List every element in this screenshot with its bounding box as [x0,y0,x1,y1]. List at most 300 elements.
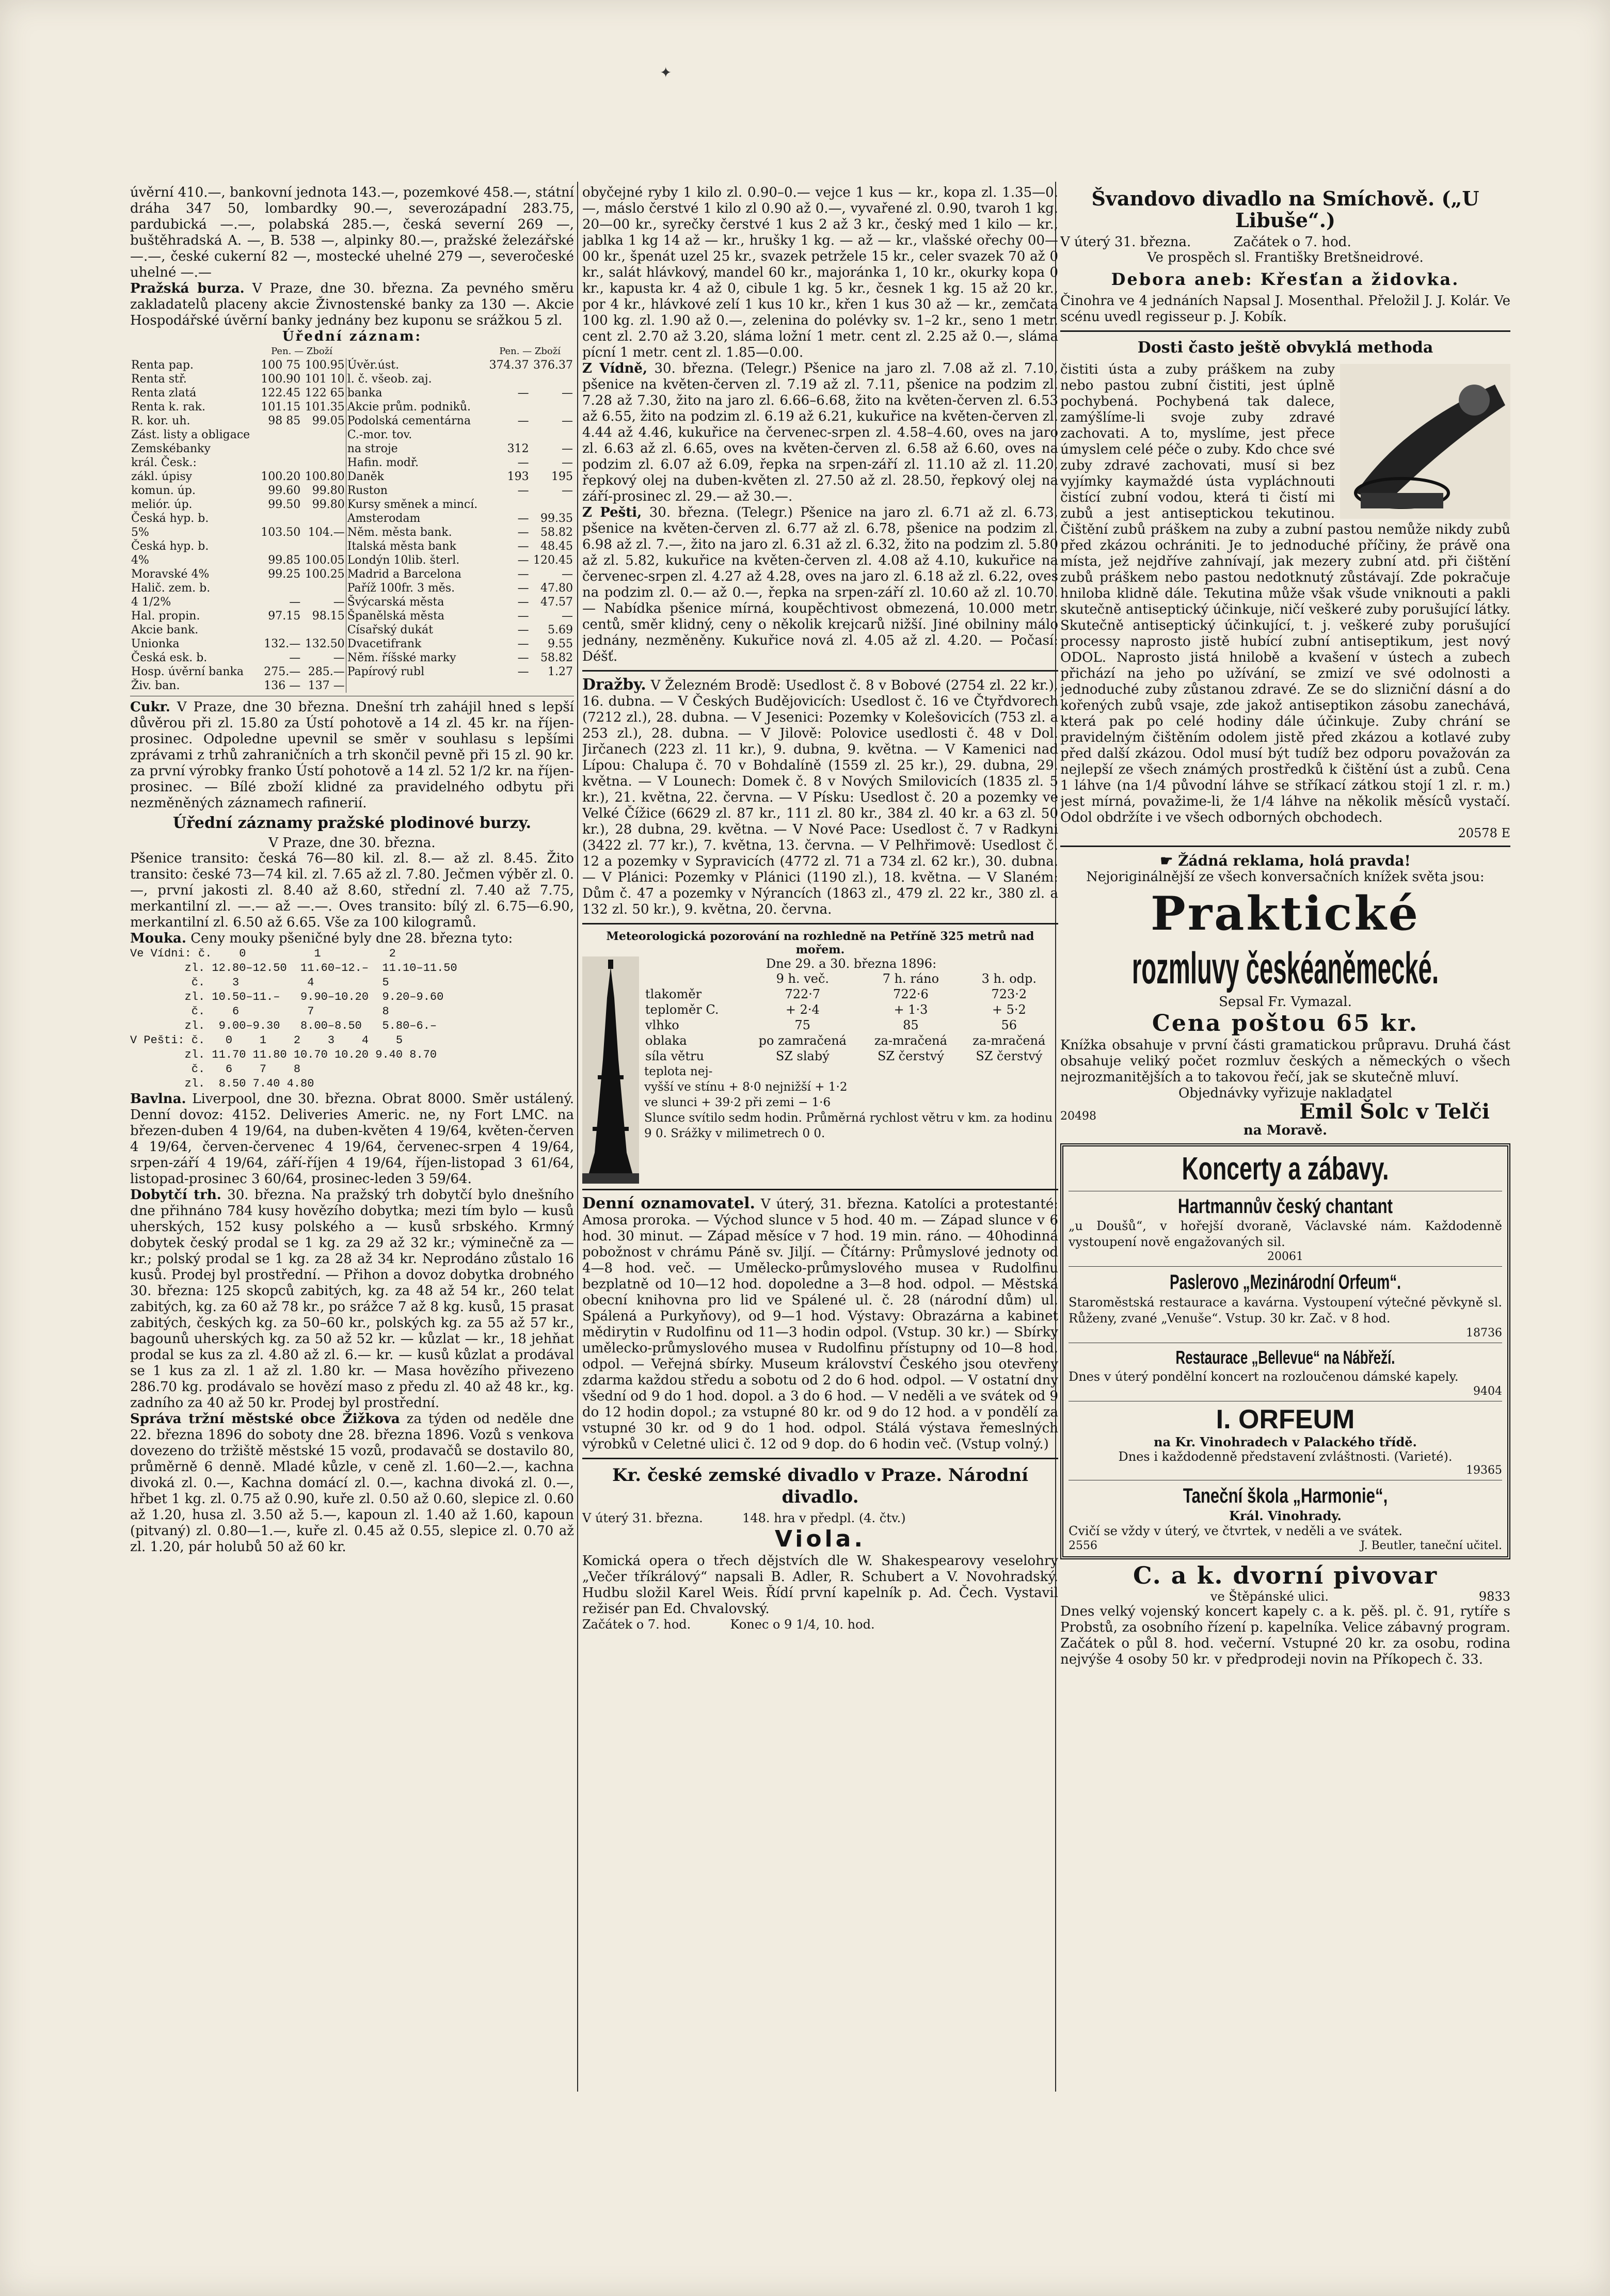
rates-cell: 100 75 [261,359,301,372]
phrasebook-author: Sepsal Fr. Vymazal. [1219,994,1352,1010]
rates-cell: 1.27 [548,665,573,678]
prague-exchange-text: V Praze, dne 30. března. Za pevného směru zakladatelů placeny akcie Živnostenské banky za 130 —. Akcie Hospodářské úvěrní banky jednány bez kuponu se srážkou 5 zl. [130,281,574,328]
rates-cell [258,512,301,525]
rates-cell: 4 1/2% [131,596,171,609]
column-rule-1 [577,182,578,2092]
rates-row [130,386,574,400]
flour-price-table [130,947,574,1091]
meteo-row [644,1033,1058,1048]
rates-row [130,498,574,512]
rates-cell: Moravské 4% [131,568,210,581]
phrasebook-intro: Nejoriginálnější ze všech konversačních knížek světa jsou: [1086,869,1485,885]
rates-cell: l. č. všeob. zaj. [346,372,486,386]
pointing-hand-icon: ☛ [1160,852,1173,869]
divider [1069,1266,1502,1267]
rates-cell: Něm. říšské marky [346,651,486,665]
rates-row [130,428,574,442]
rates-cell: — [517,387,529,400]
meteo-cell: SZ čerstvý [976,1049,1043,1063]
pest-text: 30. března. (Telegr.) Pšenice na jaro zl. 6.71 až zl. 6.73, pšenice na květen-červen zl. 6.77 až zl. 6.78, pšenice na podzim zl. 6.98 až zl. 7.—, žito na jaro zl. 6.31 až zl. 6.32, žito na podzim zl. 5.80 až zl. 5.82, kukuřice na květen-červen zl. 4.08 až 4.10, kukuřice na červenec-srpen zl. 4.27 až 4.28, oves na jaro zl. 6.18 až zl. 6.22, oves na podzim zl. 0.— až 0.—, řepka na srpen-září zl. 10.60 až zl. 10.70. — Nabídka pšenice mírná, koupěchtivost obmezená, 10.000 metr. centů, směr klidný, ceny o několik krejcarů nižší. Jiné obilniny málo jednány, nezměněny. Kukuřice nová zl. 4.05 až zl. 4.20. — Počasí: Déšť. [582,505,1058,664]
rates-cell: zákl. úpisy [131,470,193,483]
rates-cell [530,428,574,442]
rates-cell: Madrid a Barcelona [346,567,486,581]
rates-cell: — [562,484,573,497]
rates-cell: komun. úp. [131,484,196,497]
rates-cell [258,428,301,442]
daily-notices-text: V úterý, 31. března. Katolíci a protestanté: Amosa proroka. — Východ slunce v 5 hod. 40 m. — Západ slunce v 6 hod. 30 minut. — Západ měsíce v 7 hod. 19 min. ráno. — 40hodinná pobožnost v chrámu Páně sv. Jiljí. — Čítárny: Průmyslové jednoty od 4—8 hod. več. — Umělecko-průmyslového musea v Rudolfinu bezplatně od 10—12 hod. dopoledne a 3—8 hod. odpol. — Městská obecní knihovna pro lid ve Spálené ul. č. 28 (národní dům) ul. Spálená a Purkyňovy), od 9—1 hod. Výstavy: Obrazárna a kabinet mědirytin v Rudolfinu od 11—3 hodin odpol. (Vstup. 30 kr.) — Sbírky umělecko-průmyslového musea v Rudolfinu přístupny od 10—8 hod. odpol. — Veřejná sbírky. Museum království Českého jsou otevřeny zdarma každou středu a sobotu od 2 do 6 hod. odpol. — V ostatní dny všední od 9 do 1 hod. dopol. a 3 do 6 hod. — V neděli a ve svátek od 9 do 12 hodin dopol.; za vstupné 80 kr. od 9 do 12 hod. a v pondělí za vstupné 30 kr. od 9 do 1 hod. odpol. Stálá výstava řemeslných výrobků v Celetné ulici č. 12 od 9 dop. do 6 hodin več. (Vstup volný.) [582,1197,1058,1452]
rates-cell: Londýn 10lib. šterl. [346,553,486,567]
rates-cell [301,623,346,637]
odol-ad [1060,362,1510,840]
rates-cell: — [517,526,529,539]
petrin-tower-image [582,956,639,1184]
meteo-cell: po zamračená [758,1033,847,1048]
meteo-col-head: 7 h. ráno [882,971,939,986]
vienna-heading: Z Vídně, [582,361,647,376]
rates-cell: Renta zlatá [131,387,197,400]
rates-cell: C.-mor. tov. [346,428,486,442]
rates-cell: 97.15 [268,610,301,623]
rates-cell: 99.85 [268,554,301,567]
bellevue-heading: Restaurace „Bellevue“ na Nábřeží. [1175,1347,1395,1368]
rates-cell [486,679,530,693]
orders-text: Objednávky vyřizuje nakladatel [1178,1086,1393,1101]
meteo-cell: + 2·4 [785,1002,820,1017]
produce-exchange-text: Pšenice transito: česká 76—80 kil. zl. 8.— až zl. 8.45. Žito transito: české 73—74 kil. zl. 7.65 až zl. 7.80. Ječmen výběr zl. 0.—, první jakosti zl. 8.40 až 8.60, střední zl. 7.40 až 7.75, merkantilní zl. —.— až —.—. Oves transito: bílý zl. 6.75—6.90, merkantilní zl. 6.50 až 6.65. Vše za 100 kilogramů. [130,851,574,930]
rates-cell: 100.90 [261,373,301,386]
odol-bottle-illustration [1340,364,1510,519]
column-right [1060,185,1510,2105]
auctions-heading: Dražby. [582,676,646,694]
phrasebook-title-2: rozmluvy českéaněmecké. [1131,944,1439,993]
rates-cell: Hafin. modř. [346,456,486,470]
rates-cell [301,442,346,456]
flour-row: č. 3 4 5 [130,976,389,989]
cotton-heading: Bavlna. [130,1091,186,1107]
rates-row [130,553,574,567]
rates-cell: 132.— [264,637,301,650]
rates-cell: 374.37 [489,359,529,372]
rates-cell: 195 [551,470,573,483]
rates-row [130,470,574,484]
rates-cell: Živ. ban. [131,679,180,692]
rates-cell: — [517,540,529,553]
odol-ref: 20578 E [1458,826,1510,840]
rates-cell: Podolská cementárna [346,414,486,428]
rates-cell: 137 — [308,679,345,692]
publisher-row [1060,1101,1510,1123]
rates-cell: 99.60 [268,484,301,497]
meteo-extra-line: ve slunci + 39·2 při zemi − 1·6 [644,1096,831,1109]
rates-cell: Halič. zem. b. [131,582,211,595]
rates-cell: 47.80 [540,582,573,595]
rates-cell: Kursy směnek a mincí. [346,498,486,512]
rates-cell: — [517,456,529,469]
rates-row [130,651,574,665]
rates-row [130,484,574,498]
bellevue-text: Dnes v úterý pondělní koncert na rozloučenou dámské kapely. [1069,1369,1459,1384]
rates-cell: — [517,554,529,567]
meteo-extra-line: Slunce svítilo sedm hodin. Průměrná rychlost větru v km. za hodinu 9 0. Srážky v milimetrech 0 0. [644,1111,1053,1140]
rates-cell: 99.25 [268,568,301,581]
rates-cell: 5.69 [548,624,573,636]
rates-cell: Paříž 100fr. 3 měs. [346,581,486,595]
rates-cell: — [517,414,529,427]
pasler-heading: Paslerovo „Mezinárodní Orfeum“. [1169,1271,1401,1294]
rates-cell [530,372,574,386]
rates-row [130,665,574,679]
dance-school-signature: J. Beutler, taneční učitel. [1360,1539,1502,1552]
rates-cell: 47.57 [540,596,573,609]
meteo-cell: 723·2 [991,987,1027,1001]
rates-cell: Česká hyp. b. [131,540,209,553]
flour-row: zl. 12.80–12.50 11.60–12.– 11.10–11.50 [130,962,457,975]
rates-cell [258,442,301,456]
rates-cell: Daněk [346,470,486,484]
rates-row [130,358,574,372]
rates-row [130,442,574,456]
rates-cell: 101 10 [305,373,345,386]
rates-cell: Švýcarská města [346,595,486,609]
rates-row [130,539,574,553]
rates-cell: 98.15 [312,610,345,623]
rates-cell: Něm. města bank. [346,525,486,539]
rates-cell: Úvěr.úst. [346,358,486,372]
brewery-street: ve Štěpánské ulici. [1210,1589,1329,1604]
pasler-text: Staroměstská restaurace a kavárna. Vystoupení výtečné pěvkyně sl. Růženy, zvané „Venuše“. Vstup. 30 kr. Zač. v 8 hod. [1069,1295,1502,1326]
rates-cell: — [562,387,573,400]
dance-school-footer [1069,1539,1502,1552]
divider [1060,330,1510,332]
rates-cell: — [517,512,529,525]
rates-cell [301,512,346,525]
rates-table [130,344,574,693]
rates-cell: — [517,665,529,678]
pest-heading: Z Pešti, [582,505,642,520]
rates-cell: Zást. listy a obligace [131,428,250,441]
meteo-cell: + 5·2 [992,1002,1026,1017]
divider [582,670,1058,672]
orfeum-address: na Kr. Vinohradech v Palackého třídě. [1154,1434,1417,1449]
viola-text: Komická opera o třech dějstvích dle W. Shakespearovy veselohry „Večer tříkrálový“ napsali B. Adler, R. Schubert a V. Novohradský. Hudbu složil Karel Weis. Řídí první kapelník p. Ad. Čech. Vystavil režisér pan Ed. Chvalovský. [582,1553,1058,1617]
rates-cell: 48.45 [540,540,573,553]
meteo-extra [644,1064,1058,1141]
meteo-section [582,956,1058,1184]
rates-cell: 136 — [264,679,301,692]
rates-cell: Renta stř. [131,373,187,386]
rates-cell: R. kor. uh. [131,414,190,427]
rates-cell [301,456,346,470]
rates-cell: — [517,637,529,650]
divider [582,1458,1058,1459]
column-left [130,185,574,2105]
meteo-cell: za-mračená [874,1033,947,1048]
rates-cell [301,428,346,442]
rates-cell: banka [346,386,486,400]
food-prices-text: obyčejné ryby 1 kilo zl. 0.90–0.— vejce 1 kus — kr., kopa zl. 1.35—0.—, máslo čerstvé 1 kilo zl 0.90 až 0.—, vyvařené zl. 0.90, tvaroh 1 kg. 20—00 kr., syrečky čerstvé 1 kus 2 až 3 kr., český med 1 kilo — kr., jablka 1 kg 14 až — kr., hrušky 1 kg. — až — kr., vlašské ořechy 00—00 kr., špenát uzel 25 kr., svazek petržele 15 kr., celer svazek 70 až 0 kr., salát hlávkový, mandel 60 kr., majoránka 1, 10 kr., okurky kopa 0 kr., kapusta kr. 4 až 0, cibule 1 kg. 5 kr., česnek 1 kg. 15 až 20 kr., por 4 kr., hlávkové zelí 1 kus 10 kr., křen 1 kus 30 až — kr., zemčata 100 kg. zl. 1.90 až 0.—, zelenina do polévky sv. 1–2 kr., seno 1 metr. cent zl. 2.70 až 3.20, sláma ložní 1 metr. cent zl. 2.25 až 0.—, sláma pícní 1 metr. cent zl. 1.85—0.00. [582,185,1058,360]
rates-cell: Dvacetifrank [346,637,486,651]
meteo-row [644,1017,1058,1033]
flour-row: zl. 10.50–11.– 9.90–10.20 9.20–9.60 [130,991,444,1003]
rates-cell: 376.37 [533,359,573,372]
rates-cell: Akcie prům. podniků. [346,400,486,414]
meteo-cell: vlhko [645,1018,679,1032]
rates-cell [486,400,530,414]
meteo-cell: 85 [903,1018,919,1032]
rates-cell: Papírový rubl [346,665,486,679]
rates-cell: 101.35 [305,401,345,413]
orfeum-text: Dnes i každodenně představení zvláštnosti. (Varieté). [1118,1449,1453,1464]
phrasebook-price: Cena poštou 65 kr. [1152,1010,1419,1037]
flour-row: zl. 11.70 11.80 10.70 10.20 9.40 8.70 [130,1048,437,1061]
rates-cell [258,581,301,595]
rates-cell: 5% [131,526,149,539]
concerts-box [1060,1143,1510,1559]
rates-cell [301,539,346,553]
rates-cell: 122 65 [305,387,345,400]
meteo-row [644,1002,1058,1017]
bellevue-ref: 9404 [1473,1385,1502,1398]
rates-cell [486,498,530,512]
meteo-cell: tlakoměr [645,987,702,1001]
produce-exchange-date: V Praze, dne 30. března. [268,835,436,851]
rates-row [130,637,574,651]
cattle-market-heading: Dobytčí trh. [130,1187,221,1203]
rates-cell: 9.55 [548,637,573,650]
rates-cell: 101.15 [261,401,301,413]
rates-cell: 312 [507,442,529,455]
meteo-extra-line: vyšší ve stínu + 8·0 nejnižší + 1·2 [644,1080,848,1094]
meteo-col-head: 9 h. več. [776,971,830,986]
rates-cell: 104.— [308,526,345,539]
brewery-heading: C. a k. dvorní pivovar [1133,1561,1438,1589]
rates-cell: 100.25 [305,568,345,581]
rates-cell: — [517,582,529,595]
hartmann-heading: Hartmannův český chantant [1177,1195,1393,1218]
publisher-ref: 20498 [1060,1110,1096,1123]
rates-row [130,372,574,386]
rates-cell: Zemskébanky [131,442,211,455]
rates-cell [258,456,301,470]
rates-cell: 100.80 [305,470,345,483]
rates-cell [258,539,301,553]
meteo-cell: síla větru [645,1049,704,1063]
viola-times: Začátek o 7. hod. Konec o 9 1/4, 10. hod. [582,1617,875,1632]
brewery-text: Dnes velký vojenský koncert kapely c. a k. pěš. pl. č. 91, rytíře s Probstů, za osobního řízení p. kapelníka. Velice zábavný program. Začátek o půl 8. hod. večerní. Vstupné 20 kr. za osobu, rodina nejvýše 4 osoby 50 kr. v předprodeji novin na Příkopech č. 33. [1060,1604,1510,1667]
rates-cell: Císařský dukát [346,623,486,637]
rates-cell: 99.05 [312,414,345,427]
rates-cell: 58.82 [540,526,573,539]
hartmann-text: „u Doušů“, v hořejší dvoraně, Václavské nám. Každodenně vystoupení nově engažovaných sil. [1069,1219,1502,1249]
zizkov-market-heading: Správa tržní městské obce Žižkova [130,1411,400,1427]
rates-cell: 4% [131,554,149,567]
page-ornament: ✦ [660,64,672,81]
flour-text: Ceny mouky pšeničné byly dne 28. března tyto: [190,931,513,946]
auctions-text: V Železném Brodě: Usedlost č. 8 v Bobové (2754 zl. 22 kr.), 16. dubna. — V Českých Budějovicích: Usedlost č. 16 ve Čtyřdvorech (7212 zl.), 28. dubna. — V Jesenici: Pozemky v Kolešovicích (753 zl. a 253 zl.), 28. dubna. — V Jilově: Polovice usedlosti č. 48 v Dol. Jirčanech (223 zl. 11 kr.), 9. dubna, 9. května. — V Kamenici nad Lípou: Chalupa č. 70 v Bohdalíně (1559 zl. 25 kr.), 29. dubna, 29. května. — V Lounech: Domek č. 8 v Nových Smilovicích (1835 zl. 5 kr.), 21. května, 22. června. — V Písku: Usedlost č. 20 a pozemky ve Velké Čížice (6629 zl. 87 kr., 111 zl. 80 kr., 384 zl. 40 kr. a 63 zl. 50 kr.), 28 dubna, 29. května. — V Nové Pace: Usedlost č. 7 v Radkyni (3422 zl. 77 kr.), 7. května, 13. června. — V Pelhřimově: Usedlost č. 12 a pozemky v Sypravicích (4772 zl. 71 a 734 zl. 62 kr.), 30. dubna. — V Plánici: Pozemky v Plánici (1190 zl.), 18. května. — V Slaném: Dům č. 47 a pozemky v Nýrancích (1863 zl., 479 zl. 22 kr., 380 zl. a 132 zl. 50 kr.), 9. května, 20. června. [582,678,1058,917]
meteo-row [644,1048,1058,1064]
rates-cell: Španělská města [346,609,486,623]
flour-row: V Pešti: č. 0 1 2 3 4 5 [130,1034,403,1047]
rates-row [130,400,574,414]
rates-cell: — [517,610,529,623]
meteo-cell: 722·7 [785,987,821,1001]
rates-row [130,581,574,595]
sugar-heading: Cukr. [130,699,170,715]
rates-cell [530,498,574,512]
orfeum-heading: I. ORFEUM [1216,1405,1355,1434]
rates-cell: 132.50 [305,637,345,650]
meteo-row [644,986,1058,1002]
odol-text: čistiti ústa a zuby práškem na zuby nebo pastou zubní čistiti, jest úplně pochybená. Pochybená tak dalece, zamýšlíme-li svoje zuby zdravé zachovati. A to, myslíme, jest přece úmyslem celé péče o zuby. Kdo chce své zuby zdravé zachovati, musí si bez vyjímky kaymaždé ústa vypláchnouti čistící zubní vodou, která ti čistí mi zubů a jest antiseptickou tekutinou. Čištění zubů práškem na zuby a zubní pastou nemůže nikdy zubů před zkázou ochrániti. Je to jednoduché příčiny, že právě ona místa, jež nejdříve zahnívají, jak mezery zubní atd. při čištění zubů práškem nebo pastou nedotknutý zůstávají. Zde pokračuje hniloba klidně dále. Tekutina může však všude vniknouti a pakli skutečně antiseptický účinkuje, ničí veškeré zuby porušující látky. Skutečně antiseptický účinkující, t. j. veškeré zuby porušující processy naprosto jistě hubící zubní antiseptikum, jest nový ODOL. Naprosto jistá hnilobě a kvašení v ústech a zubech přichází na jeho po užívání, se zmizí ve své odolnosti a jednoduché zuby zůstanou zdravé. Ze se do slizniční dásní a do kořených zubů vsaje, zde jakož antiseptikon zásobu zanechává, která pak po celé hodiny dále účinkuje. Zuby chrání se pravidelným čištěním odolem jistě před zkázou a kotlavé zuby před další zkázou. Odol musí být tudíž bez odporu považován za nejlepší ze všech známých prostředků k čištění úst a zubů. Cena 1 láhve (na 1/4 původní láhve se stříkací zátkou stojí 1 zl. r. m.) jest mírná, považime-li, že 1/4 láhve na několik měsíců vystačí. Odol obdržíte i ve všech odborných obchodech. [1060,362,1510,825]
rates-cell: — [562,442,573,455]
rates-cell [530,679,574,693]
svanda-theatre-heading: Švandovo divadlo na Smíchově. („U Libuše“.) [1091,187,1479,232]
rates-cell [346,679,486,693]
rates-cell: — [562,568,573,581]
cotton-text: Liverpool, dne 30. března. Obrat 8000. Směr ustálený. Denní dovoz: 4152. Deliveries Americ. ne, ny Fort LMC. na březen-duben 4 19/64, na duben-květen 4 19/64, květen-červen 4 19/64, červen-červenec 4 19/64, červenec-srpen 4 19/64, srpen-září 4 19/64, září-říjen 4 19/64, říjen-listopad 3 61/64, listopad-prosinec 3 60/64, prosinec-leden 3 59/64. [130,1091,574,1187]
rates-cell [301,581,346,595]
rates-cell: 122.45 [261,387,301,400]
debora-text: Činohra ve 4 jednáních Napsal J. Mosenthal. Přeložil J. J. Kolár. Ve scénu uvedl regisseur p. J. Kobík. [1060,293,1510,325]
market-prices-text: úvěrní 410.—, bankovní jednota 143.—, pozemkové 458.—, státní dráha 347 50, lombardky 90.—, severozápadní 283.75, pardubická —.—, polabská 285.—, česká severní 269 —, buštěhradská A. —, B. 538 —, alpinky 80.—, pražské železářské —.—, české cukerní 82 —, mostecké uhelné 279 —, severočeské uhelné —.— [130,185,574,280]
flour-heading: Mouka. [130,931,186,946]
svanda-benefit: Ve prospěch sl. Františky Bretšneidrové. [1147,250,1424,265]
rates-row [130,456,574,470]
rates-cell: 100.95 [305,359,345,372]
rates-cell [486,428,530,442]
flour-row: zl. 8.50 7.40 4.80 [130,1077,314,1090]
meteo-cell: teploměr C. [645,1002,719,1017]
national-theatre-date: V úterý 31. března. 148. hra v předpl. (4. čtv.) [582,1511,906,1525]
phrasebook-text: Knížka obsahuje v první části gramatickou průpravu. Druhá část obsahuje veliký počet rozmluv českých a německých o všech nejrozmanitějších a to takovou řečí, jak se skutečně mluví. [1060,1038,1510,1085]
rates-cell: Česká esk. b. [131,651,208,664]
dance-school-text: Cvičí se vždy v úterý, ve čtvrtek, v neděli a ve svátek. [1069,1524,1402,1538]
dance-school-heading: Taneční škola „Harmonie“, [1183,1485,1388,1507]
rates-cell: 98 85 [268,414,301,427]
rates-row [130,525,574,539]
concerts-heading: Koncerty a zábavy. [1182,1151,1389,1187]
rates-cell: — [517,568,529,581]
rates-cell: 120.45 [533,554,573,567]
rates-row [130,609,574,623]
rates-cell: 193 [507,470,529,483]
rates-cell [530,400,574,414]
rates-cell: 100.05 [305,554,345,567]
rates-cell: — [333,596,345,609]
rates-cell: 275.— [264,665,301,678]
rates-cell: král. Česk.: [131,456,197,469]
daily-notices-heading: Denní oznamovatel. [582,1194,755,1213]
rates-cell: Česká hyp. b. [131,512,209,525]
orfeum-ref: 19365 [1466,1464,1502,1477]
rates-cell: Hal. propin. [131,610,200,623]
dance-school-ref: 2556 [1069,1539,1097,1552]
rates-cell: 99.35 [540,512,573,525]
vienna-text: 30. března. (Telegr.) Pšenice na jaro zl. 7.08 až zl. 7.10, pšenice na květen-červen zl. 7.19 až zl. 7.11, pšenice na podzim zl. 7.28 až 7.30, žito na jaro zl. 6.66–6.68, žito na květen-červen zl. 6.53 až 6.55, žito na podzim zl. 6.19 až 6.21, kukuřice na květen-červen zl. 4.44 až 4.46, kukuřice na červenec-srpen zl. 4.58–4.60, oves na jaro zl. 6.63 až zl. 6.65, oves na květen-červen zl. 6.58 až 6.60, oves na podzim zl. 6.07 až 6.09, řepka na srpen-září zl. 11.10 až zl. 11.20, řepkový olej na duben-květen zl. 27.50 až zl. 28.50, řepkový olej na září-prosinec zl. 29.— až 30.—. [582,361,1058,504]
rates-cell: 99.80 [312,484,345,497]
rates-cell: — [517,624,529,636]
rates-cell: — [517,484,529,497]
rates-cell: 285.— [308,665,345,678]
rates-cell: Hosp. úvěrní banka [131,665,244,678]
rates-cell: — [562,414,573,427]
rates-row [130,679,574,693]
flour-row: zl. 9.00–9.30 8.00–8.50 5.80–6.– [130,1019,437,1032]
zizkov-market-text: za týden od neděle dne 22. března 1896 do soboty dne 28. března 1896. Vozů s venkova dovezeno do tržiště městské 15 vozů, prodavačů se dostavilo 80, průměrně 6 denně. Mladé kůzle, v ceně zl. 1.60—2.—, kachna divoká zl. 0.—, Kachna domácí zl. 0.—, kachna divoká zl. 0.—, hřbet 1 kg. zl. 0.75 až 0.90, kuře zl. 0.50 až 0.60, slepice zl. 0.60 až 1.20, husa zl. 3.50 až 5.—, kapoun zl. 1.40 až 1.60, kapoun (pitvaný) zl. 0.80—1.—, kuře zl. 0.45 až 0.55, slepice zl. 0.70 až zl. 1.20, pár holubů 50 až 60 kr. [130,1411,574,1555]
pasler-ref: 18736 [1466,1327,1502,1340]
meteo-date: Dne 29. a 30. března 1896: [766,956,937,971]
sugar-text: V Praze, dne 30 března. Dnešní trh zahájil hned s lepší důvěrou při zl. 15.80 za Ústí pohotově a 14 zl. 45 kr. na říjen-prosinec. Odpoledne upevnil se směr v souhlasu s lepšími zprávami z trhů zahraničních a trh skončil pevně při 15 zl. 90 kr. za první výrobky franko Ústí pohotově a 14 zl. 52 1/2 kr. na říjen-prosinec. — Bílé zboží klidné za pravidelného odbytu při nezměněných záznamech rafinerií. [130,699,574,811]
publisher-location: na Moravě. [1243,1123,1328,1138]
rates-cell: — [562,456,573,469]
meteo-cell: za-mračená [973,1033,1046,1048]
meteo-cell: 75 [794,1018,811,1032]
rates-cell: meliór. úp. [131,498,193,511]
meteo-col-head: 3 h. odp. [981,971,1037,986]
divider [582,1189,1058,1190]
rates-cell: 99.50 [268,498,301,511]
rates-cell [258,623,301,637]
rates-cell: — [562,610,573,623]
rates-cell: — [333,651,345,664]
svanda-theatre-date: V úterý 31. března. Začátek o 7. hod. [1060,234,1351,250]
brewery-ref: 9833 [1478,1589,1510,1604]
meteo-cell: SZ čerstvý [877,1049,944,1063]
rates-cell: 99.80 [312,498,345,511]
rates-cell: 58.82 [540,651,573,664]
odol-heading: Dosti často ještě obvyklá methoda [1137,339,1433,357]
produce-exchange-heading: Úřední záznamy pražské plodinové burzy. [172,814,532,832]
rates-cell [486,372,530,386]
meteo-cell: SZ slabý [775,1049,830,1063]
meteo-heading: Meteorologická pozorování na rozhledně na Petříně 325 metrů nad mořem. [606,930,1034,956]
hartmann-ref: 20061 [1267,1250,1303,1263]
prague-exchange-heading: Pražská burza. [130,281,245,296]
no-advertising-heading: ☛ Žádná reklama, holá pravda! [1160,852,1411,869]
flour-row: Ve Vídni: č. 0 1 2 [130,947,396,960]
rates-row [130,623,574,637]
divider [1060,846,1510,847]
national-theatre-heading: Kr. české zemské divadlo v Praze. Národní divadlo. [612,1465,1029,1507]
rates-cell: Italská města bank [346,539,486,553]
meteo-extra-line: teplota nej- [644,1065,713,1078]
phrasebook-title-1: Praktické [1151,886,1420,941]
rates-cell: Unionka [131,637,180,650]
rates-row [130,567,574,581]
rates-cell: Renta k. rak. [131,401,205,413]
rates-cell: Renta pap. [131,359,194,372]
meteo-cell: 722·6 [893,987,929,1001]
rates-cell: na stroje [346,442,486,456]
rates-row [130,414,574,428]
meteo-table [644,971,1058,1064]
column-middle [582,185,1058,2105]
cattle-market-text: 30. března. Na pražský trh dobytčí bylo dnešního dne přihnáno 784 kusy hovězího dobytka; mezi tím bylo — kusů uherských, 152 kusy polského a — kusů srbského. Krmný dobytek český prodal se 1 kg. za 29 až 32 kr.; výminečně za — kr.; polský prodal se 1 kg. za 28 až 34 kr. Neprodáno zůstalo 16 kusů. Prodej byl prostřední. — Přihon a dovoz dobytka drobného 30. března: 125 skopců zabitých, kg. za 48 až 54 kr., 260 telat zabitých, kg. za 60 až 78 kr., po srážce 7 až 8 kg. kusů, 15 prasat zabitých, českých kg. za 50–60 kr., polských kg. za 55 až 57 kr., bagounů uherských kg. za 50 až 52 kr. — kůzlat — kr., 18 jehňat prodal se kus za zl. 4.80 až zl. 6.— kr. — kusů kůzlat a prodával se 1 kus za zl. 1 až zl. 1.80 kr. — Masa hovězího přivezeno 286.70 kg. prodávalo se hovězí maso z předu zl. 40 až 48 kr., kg. zadního za 40 až 50 kr. Prodej byl prostřední. [130,1187,574,1411]
brewery-subline [1060,1589,1510,1604]
publisher-name: Emil Šolc v Telči [1299,1099,1490,1124]
rates-cell: Amsterodam [346,512,486,525]
rates-cell: — [517,596,529,609]
rates-row [130,595,574,609]
viola-title: Viola. [774,1526,866,1552]
meteo-cell: oblaka [645,1033,687,1048]
rates-cell: — [289,651,301,664]
official-record-heading: Úřední záznam: [282,329,422,344]
rates-cell: 103.50 [261,526,301,539]
rates-header-row: Pen. — Zboží Pen. — Zboží [271,346,561,357]
rates-cell: Ruston [346,484,486,498]
dance-school-location: Král. Vinohrady. [1229,1508,1342,1523]
